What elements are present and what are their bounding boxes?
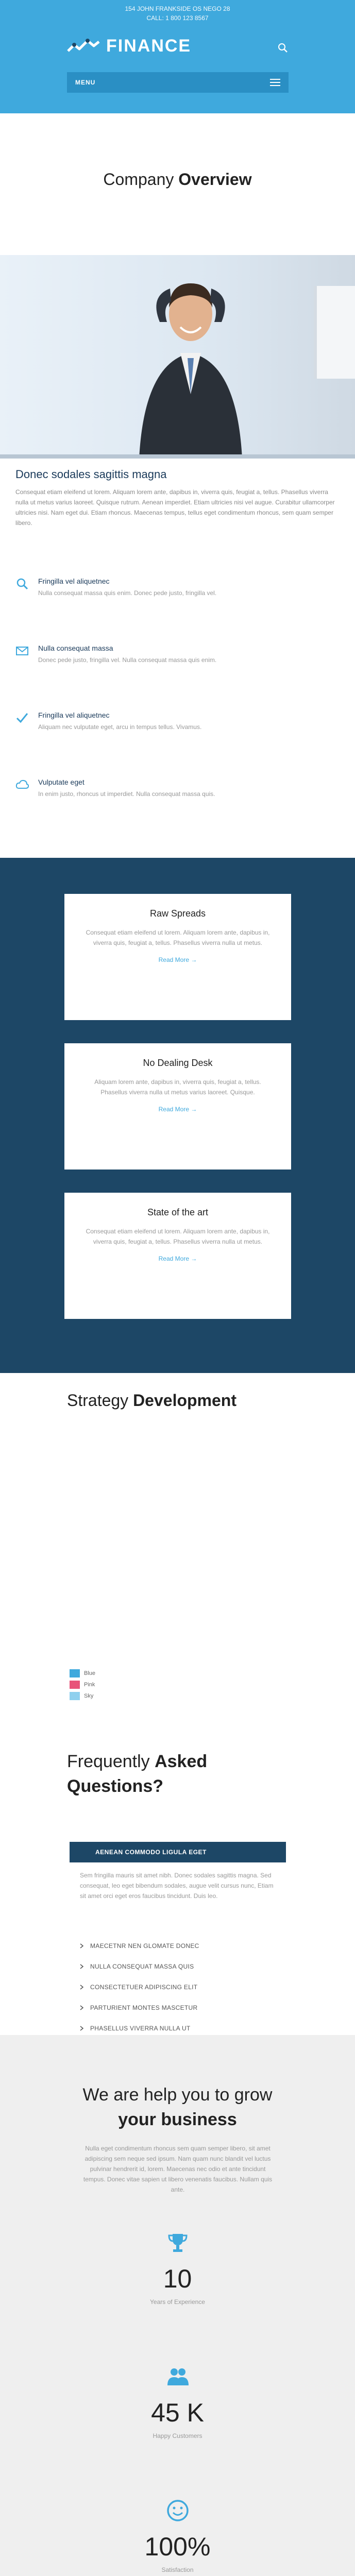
service-card	[64, 1193, 291, 1319]
grow-text: Nulla eget condimentum rhoncus sem quam semper libero, sit amet adipiscing sem neque sed ipsum. Nam quam nunc blandit vel luctus pulvinar hendrerit id, lorem. Maecenas nec odio et ante tincidunt tempus. Donec vitae sapien ut libero venenatis faucibus. Nullam quis ante.	[83, 2145, 273, 2193]
hero-image	[0, 255, 355, 459]
grow-title: We are help you to grow your business	[82, 2085, 273, 2129]
accordion-item[interactable]: CONSECTETUER ADIPISCING ELIT	[80, 1984, 197, 1991]
legend-item: Pink	[70, 1681, 95, 1689]
feature-item: Nulla consequat massa Donec pede justo, fringilla vel. Nulla consequat massa quis enim.	[15, 644, 340, 664]
stat-number: 10	[163, 2264, 192, 2293]
grow-section	[0, 2035, 355, 2576]
businessman-image	[129, 260, 252, 459]
overview-title: Company Overview	[103, 170, 252, 189]
read-more-link[interactable]: Read More →	[158, 1106, 197, 1113]
service-card	[64, 1043, 291, 1170]
chevron-right-icon	[80, 2026, 84, 2031]
menu-label: MENU	[75, 79, 96, 86]
accordion-item[interactable]: PHASELLUS VIVERRA NULLA UT	[80, 2025, 191, 2032]
feature-item: Fringilla vel aliquetnec Aliquam nec vulputate eget, arcu in tempus tellus. Vivamus.	[15, 711, 340, 731]
accordion-item[interactable]: PARTURIENT MONTES MASCETUR	[80, 2004, 197, 2011]
service-title: State of the art	[147, 1207, 209, 1217]
topbar	[0, 0, 355, 23]
site-logo[interactable]	[67, 36, 191, 56]
read-more-link[interactable]: Read More →	[158, 1255, 197, 1262]
chevron-right-icon	[80, 1985, 84, 1990]
chevron-right-icon	[80, 1964, 84, 1969]
chevron-right-icon	[80, 1943, 84, 1948]
accordion-header-open[interactable]: AENEAN COMMODO LIGULA EGET	[70, 1842, 286, 1862]
logo-mark-icon	[67, 38, 100, 55]
site-header	[0, 0, 355, 113]
stat-label: Satisfaction	[161, 2566, 194, 2573]
accordion-body: Sem fringilla mauris sit amet nibh. Donec sodales sagittis magna. Sed consequat, leo eget bibendum sodales, augue velit cursus nunc, Etiam sit amet orci eget eros faucibus tincidunt. Duis leo.	[80, 1872, 274, 1900]
legend-item: Blue	[70, 1669, 95, 1677]
logo-text: FINANCE	[106, 36, 192, 56]
address-text: 154 JOHN FRANKSIDE OS NEGO 28	[125, 5, 230, 12]
hamburger-icon[interactable]	[270, 79, 280, 86]
accordion-item[interactable]: NULLA CONSEQUAT MASSA QUIS	[80, 1963, 194, 1970]
feature-item: Fringilla vel aliquetnec Nulla consequat massa quis enim. Donec pede justo, fringilla vel.	[15, 577, 340, 597]
stat-item	[0, 2499, 355, 2573]
service-title: Raw Spreads	[149, 908, 206, 919]
service-title: No Dealing Desk	[143, 1058, 213, 1068]
accordion-item[interactable]: MAECETNR NEN GLOMATE DONEC	[80, 1942, 199, 1950]
read-more-link[interactable]: Read More →	[158, 956, 197, 963]
search-icon[interactable]	[277, 42, 289, 54]
stat-label: Happy Customers	[153, 2432, 202, 2439]
smile-icon	[166, 2499, 190, 2522]
search-icon	[15, 577, 29, 590]
users-icon	[166, 2365, 190, 2388]
nav-bar[interactable]	[67, 72, 289, 93]
check-icon	[15, 711, 29, 724]
phone-text: CALL: 1 800 123 8567	[146, 14, 209, 22]
trophy-icon	[166, 2231, 190, 2255]
envelope-icon	[15, 644, 29, 657]
cloud-icon	[15, 778, 29, 791]
feature-item: Vulputate eget In enim justo, rhoncus ut imperdiet. Nulla consequat massa quis.	[15, 778, 340, 798]
stat-number: 100%	[144, 2532, 211, 2561]
chart-legend	[70, 1669, 95, 1703]
chevron-right-icon	[80, 2005, 84, 2010]
faq-title: Frequently Asked Questions?	[67, 1752, 208, 1796]
stat-label: Years of Experience	[150, 2298, 205, 2306]
strategy-title: Strategy Development	[67, 1391, 236, 1410]
overview-text: Consequat etiam eleifend ut lorem. Aliquam lorem ante, dapibus in, viverra quis, feugiat a, tellus. Phasellus viverra nulla ut metus varius laoreet. Quisque rutrum. Aenean imperdiet. Etiam ultricies nisi vel augue. Curabitur ullamcorper ultricies nisi. Nam eget dui. Etiam rhoncus. Maecenas tempus, tellus eget condimentum rhoncus, sem quam semper libero.	[15, 488, 335, 527]
stat-item	[0, 2365, 355, 2439]
overview-subtitle: Donec sodales sagittis magna	[15, 468, 167, 481]
stat-item	[0, 2231, 355, 2306]
service-text: Aliquam lorem ante, dapibus in, viverra quis, feugiat a, tellus. Phasellus viverra nulla ut metus varius laoreet. Quisque.	[94, 1078, 261, 1096]
stat-number: 45 K	[151, 2398, 204, 2427]
arrow-right-icon: →	[191, 1255, 197, 1262]
arrow-right-icon: →	[191, 1106, 197, 1113]
legend-item: Sky	[70, 1692, 95, 1700]
services-section	[0, 858, 355, 1373]
arrow-right-icon: →	[191, 956, 197, 963]
monitor-graphic	[314, 286, 355, 379]
service-text: Consequat etiam eleifend ut lorem. Aliquam lorem ante, dapibus in, viverra quis, feugiat a, tellus. Phasellus viverra nulla ut metus.	[86, 929, 270, 946]
service-text: Consequat etiam eleifend ut lorem. Aliquam lorem ante, dapibus in, viverra quis, feugiat a, tellus. Phasellus viverra nulla ut metus.	[86, 1228, 270, 1245]
service-card	[64, 894, 291, 1020]
